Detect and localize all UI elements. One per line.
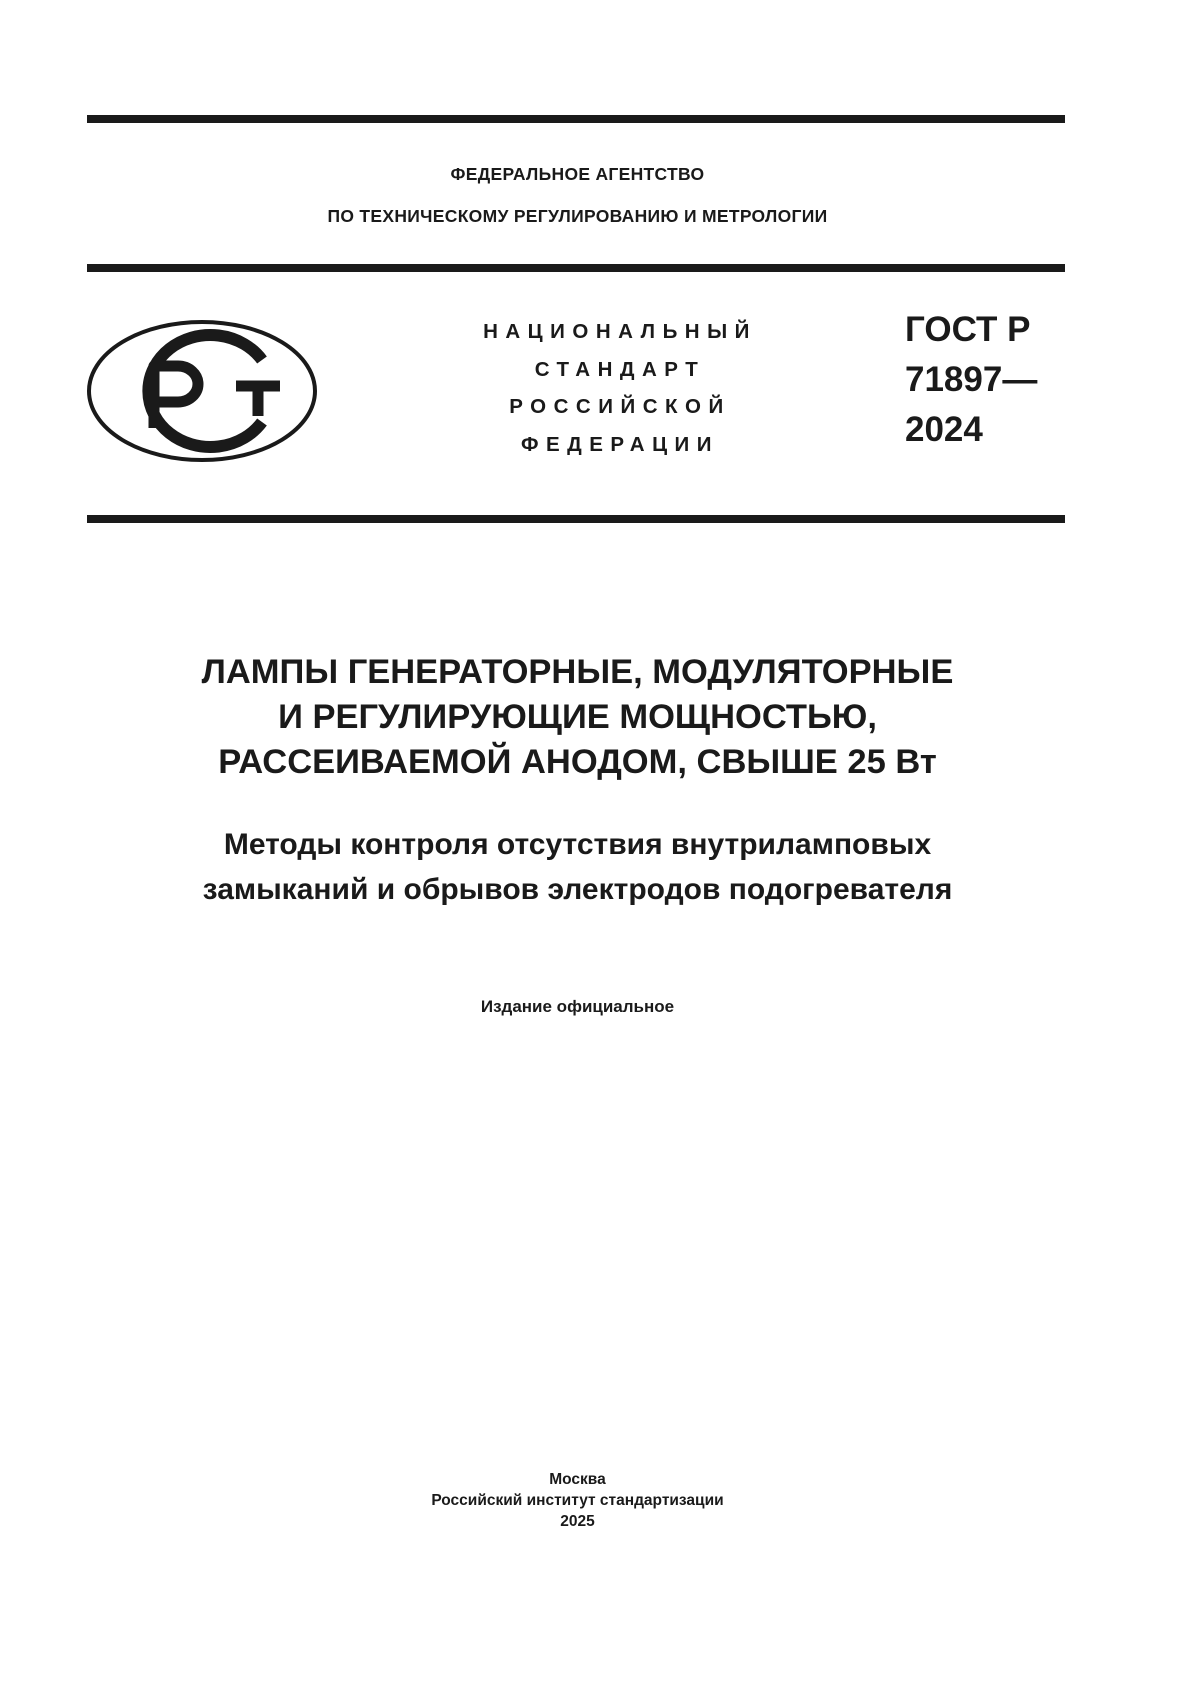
- header-divider-rule: [87, 264, 1065, 272]
- imprint-city: Москва: [549, 1471, 606, 1488]
- designation-line: ГОСТ Р: [905, 310, 1031, 349]
- edition-note: Издание официальное: [480, 997, 675, 1016]
- standard-designation: [905, 305, 1037, 455]
- imprint-year: 2025: [560, 1513, 595, 1530]
- national-line: ФЕДЕРАЦИИ: [520, 432, 720, 456]
- national-line: НАЦИОНАЛЬНЫЙ: [483, 320, 757, 343]
- masthead-bottom-rule: [87, 515, 1065, 523]
- agency-line-1: ФЕДЕРАЛЬНОЕ АГЕНТСТВО: [450, 164, 705, 184]
- subtitle-line: Методы контроля отсутствия внутриламповых: [223, 828, 932, 861]
- top-rule: [87, 115, 1065, 123]
- national-standard-label: [455, 313, 785, 463]
- document-subtitle: [0, 822, 1155, 912]
- title-line: ЛАМПЫ ГЕНЕРАТОРНЫЕ, МОДУЛЯТОРНЫЕ: [201, 653, 954, 691]
- national-line: СТАНДАРТ: [534, 357, 706, 381]
- designation-line: 2024: [905, 410, 983, 449]
- agency-line-2: ПО ТЕХНИЧЕСКОМУ РЕГУЛИРОВАНИЮ И МЕТРОЛОГИИ: [327, 206, 828, 226]
- gost-logo-icon: [86, 318, 318, 464]
- designation-line: 71897—: [905, 360, 1038, 399]
- title-line: РАССЕИВАЕМОЙ АНОДОМ, СВЫШЕ 25 Вт: [218, 743, 937, 781]
- national-line: РОССИЙСКОЙ: [509, 395, 731, 418]
- subtitle-line: замыканий и обрывов электродов подогревателя: [202, 873, 953, 906]
- imprint-publisher: Российский институт стандартизации: [431, 1492, 724, 1509]
- title-line: И РЕГУЛИРУЮЩИЕ МОЩНОСТЬЮ,: [278, 698, 877, 736]
- imprint: [0, 1469, 1155, 1532]
- document-title: [0, 650, 1155, 785]
